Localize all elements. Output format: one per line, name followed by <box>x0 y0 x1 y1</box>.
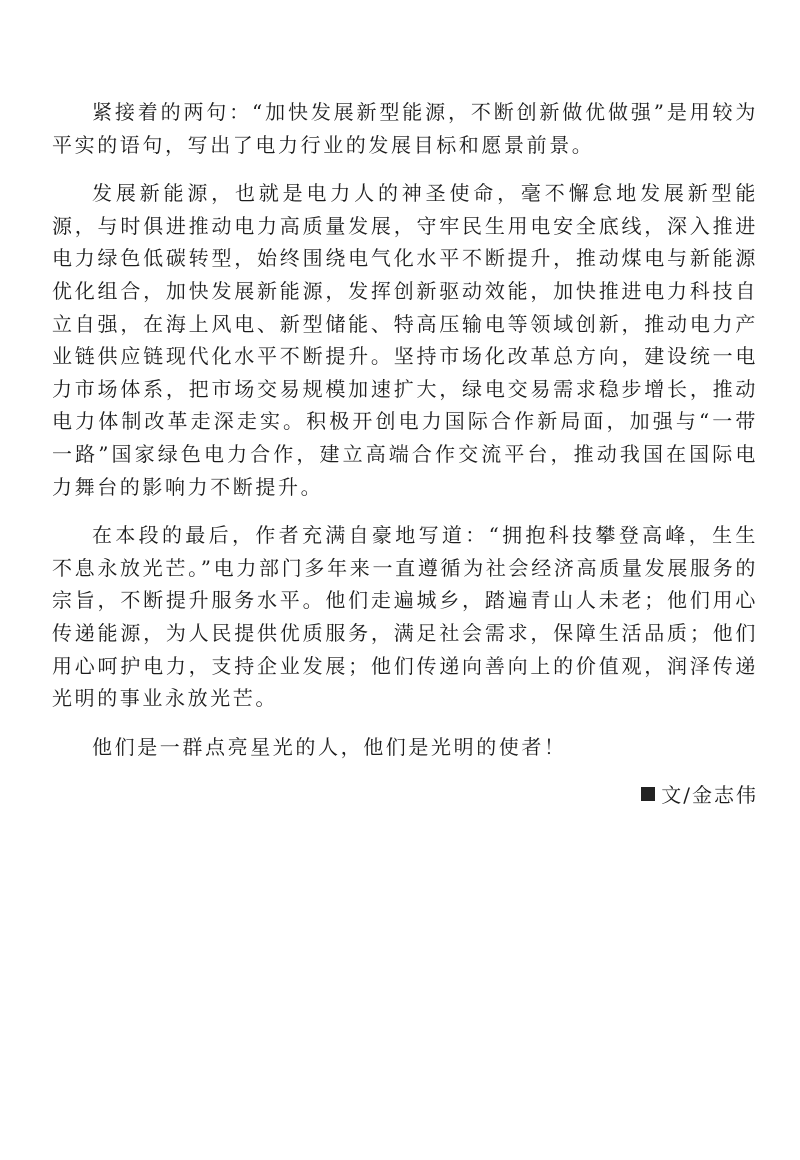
author-signature <box>52 779 758 812</box>
paragraph-4: 他们是一群点亮星光的人，他们是光明的使者！ <box>92 734 567 759</box>
author-name: 文/金志伟 <box>661 783 758 808</box>
paragraph-3: 在本段的最后，作者充满自豪地写道：“拥抱科技攀登高峰，生生不息永放光芒。”电力部门多年来一直遵循为社会经济高质量发展服务的宗旨，不断提升服务水平。他们走遍城乡，踏遍青山人未老；他们用心传递能源，为人民提供优质服务，满足社会需求，保障生活品质；他们用心呵护电力，支持企业发展；他们传递向善向上的价值观，润泽传递光明的事业永放光芒。 <box>52 523 758 711</box>
paragraph-1: 紧接着的两句：“加快发展新型能源，不断创新做优做强”是用较为平实的语句，写出了电力行业的发展目标和愿景前景。 <box>52 100 758 157</box>
black-square-icon <box>641 787 655 801</box>
paragraph-2: 发展新能源，也就是电力人的神圣使命，毫不懈怠地发展新型能源，与时俱进推动电力高质量发展，守牢民生用电安全底线，深入推进电力绿色低碳转型，始终围绕电气化水平不断提升，推动煤电与新能源优化组合，加快发展新能源，发挥创新驱动效能，加快推进电力科技自立自强，在海上风电、新型储能、特高压输电等领域创新，推动电力产业链供应链现代化水平不断提升。坚持市场化改革总方向，建设统一电力市场体系，把市场交易规模加速扩大，绿电交易需求稳步增长，推动电力体制改革走深走实。积极开创电力国际合作新局面，加强与“一带一路”国家绿色电力合作，建立高端合作交流平台，推动我国在国际电力舞台的影响力不断提升。 <box>52 181 758 499</box>
article-body <box>52 96 758 812</box>
